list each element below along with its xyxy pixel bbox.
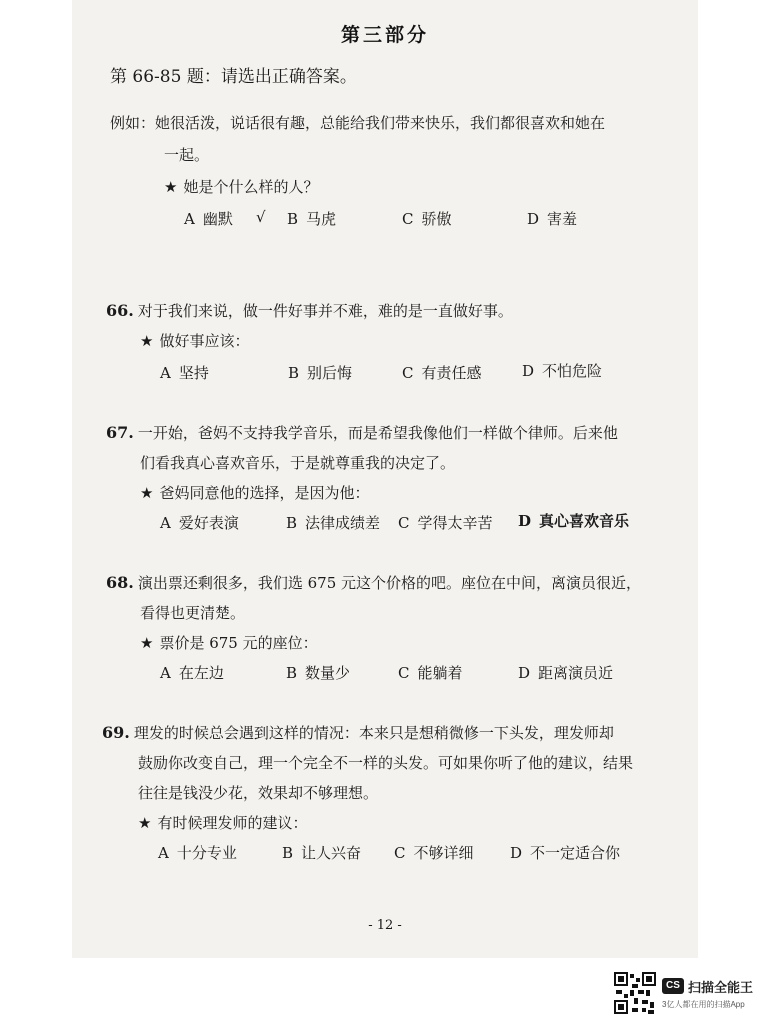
star-icon: ★ xyxy=(138,814,152,832)
option-letter: C xyxy=(398,664,410,682)
passage-line: 看得也更清楚。 xyxy=(140,604,246,622)
star-icon: ★ xyxy=(140,332,154,350)
option-text: 让人兴奋 xyxy=(301,844,362,862)
option-d xyxy=(510,842,620,863)
question-number: 66. xyxy=(106,301,134,320)
option-d xyxy=(518,510,629,531)
question-text: 票价是 675 元的座位： xyxy=(159,634,318,652)
option-text: 有责任感 xyxy=(421,364,482,382)
option-text: 真心喜欢音乐 xyxy=(539,512,630,530)
example-label: 例如： xyxy=(110,114,156,132)
option-text: 学得太辛苦 xyxy=(417,514,493,532)
example-option-a xyxy=(184,208,233,229)
example-option-d xyxy=(527,208,577,229)
passage-line xyxy=(102,722,614,743)
question-text: 有时候理发师的建议： xyxy=(157,814,308,832)
question-prompt xyxy=(140,632,318,653)
option-text: 十分专业 xyxy=(176,844,237,862)
check-mark-icon: √ xyxy=(256,208,266,226)
option-b xyxy=(286,512,380,533)
option-a xyxy=(160,362,209,383)
option-letter: B xyxy=(288,364,300,382)
question-number: 69. xyxy=(102,723,130,742)
passage-line xyxy=(106,422,618,443)
camscanner-logo: CS xyxy=(662,978,684,994)
option-letter: B xyxy=(286,514,298,532)
option-c xyxy=(398,512,493,533)
scanner-watermark xyxy=(614,972,764,1018)
option-d xyxy=(522,360,602,381)
example-passage-text: 她很活泼，说话很有趣，总能给我们带来快乐，我们都很喜欢和她在 xyxy=(155,114,606,132)
passage-text: 对于我们来说，做一件好事并不难，难的是一直做好事。 xyxy=(137,302,513,320)
option-letter: B xyxy=(287,210,299,228)
page-number: - 12 - xyxy=(368,918,402,933)
option-text: 马虎 xyxy=(306,210,337,228)
star-icon: ★ xyxy=(164,178,178,196)
passage-text: 理发的时候总会遇到这样的情况：本来只是想稍微修一下头发，理发师却 xyxy=(133,724,614,742)
option-letter: D xyxy=(518,664,531,682)
option-letter: C xyxy=(394,844,406,862)
question-prompt xyxy=(138,812,307,833)
example-passage-line-1 xyxy=(110,112,605,133)
option-letter: C xyxy=(402,210,414,228)
option-letter: C xyxy=(398,514,410,532)
option-letter: D xyxy=(518,512,532,530)
option-text: 不怕危险 xyxy=(542,362,603,380)
star-icon: ★ xyxy=(140,634,154,652)
passage-line xyxy=(106,300,513,321)
scanner-brand: 扫描全能王 xyxy=(688,980,754,995)
option-text: 在左边 xyxy=(178,664,224,682)
example-question xyxy=(164,176,318,197)
instruction: 第 66-85 题：请选出正确答案。 xyxy=(110,67,357,87)
option-text: 法律成绩差 xyxy=(305,514,381,532)
option-d xyxy=(518,662,613,683)
option-text: 不一定适合你 xyxy=(530,844,621,862)
question-number: 67. xyxy=(106,423,134,442)
scanner-slogan: 3亿人都在用的扫描App xyxy=(662,1000,745,1009)
option-letter: D xyxy=(510,844,523,862)
example-question-text: 她是个什么样的人？ xyxy=(183,178,319,196)
option-text: 不够详细 xyxy=(413,844,474,862)
question-text: 做好事应该： xyxy=(159,332,250,350)
option-letter: D xyxy=(527,210,540,228)
option-text: 骄傲 xyxy=(421,210,452,228)
passage-line: 鼓励你改变自己，理一个完全不一样的头发。可如果你听了他的建议，结果 xyxy=(138,754,634,772)
option-c xyxy=(398,662,463,683)
section-title: 第三部分 xyxy=(340,24,429,46)
option-text: 数量少 xyxy=(305,664,351,682)
question-prompt xyxy=(140,482,369,503)
passage-text: 演出票还剩很多，我们选 675 元这个价格的吧。座位在中间，离演员很近， xyxy=(137,574,642,592)
question-text: 爸妈同意他的选择，是因为他： xyxy=(159,484,370,502)
option-b xyxy=(288,362,352,383)
option-c xyxy=(402,362,482,383)
star-icon: ★ xyxy=(140,484,154,502)
option-a xyxy=(160,662,224,683)
option-a xyxy=(160,512,239,533)
option-letter: A xyxy=(160,664,171,682)
exam-page xyxy=(72,0,698,958)
option-text: 距离演员近 xyxy=(538,664,614,682)
option-c xyxy=(394,842,474,863)
option-text: 坚持 xyxy=(178,364,209,382)
option-b xyxy=(282,842,361,863)
option-b xyxy=(286,662,350,683)
example-passage-line-2: 一起。 xyxy=(164,146,210,164)
option-letter: B xyxy=(286,664,298,682)
example-option-c xyxy=(402,208,452,229)
passage-line: 往往是钱没少花，效果却不够理想。 xyxy=(138,784,379,802)
option-letter: A xyxy=(160,364,171,382)
option-text: 别后悔 xyxy=(307,364,353,382)
question-number: 68. xyxy=(106,573,134,592)
option-text: 幽默 xyxy=(202,210,233,228)
qr-code-icon xyxy=(614,972,656,1014)
option-letter: C xyxy=(402,364,414,382)
option-letter: A xyxy=(160,514,171,532)
option-text: 爱好表演 xyxy=(178,514,239,532)
example-option-b xyxy=(287,208,336,229)
option-letter: A xyxy=(184,210,195,228)
option-text: 能躺着 xyxy=(417,664,463,682)
option-text: 害羞 xyxy=(547,210,578,228)
question-prompt xyxy=(140,330,249,351)
option-letter: A xyxy=(158,844,169,862)
passage-line xyxy=(106,572,641,593)
passage-line: 们看我真心喜欢音乐，于是就尊重我的决定了。 xyxy=(140,454,456,472)
option-a xyxy=(158,842,237,863)
option-letter: D xyxy=(522,362,535,380)
passage-text: 一开始，爸妈不支持我学音乐，而是希望我像他们一样做个律师。后来他 xyxy=(137,424,618,442)
option-letter: B xyxy=(282,844,294,862)
